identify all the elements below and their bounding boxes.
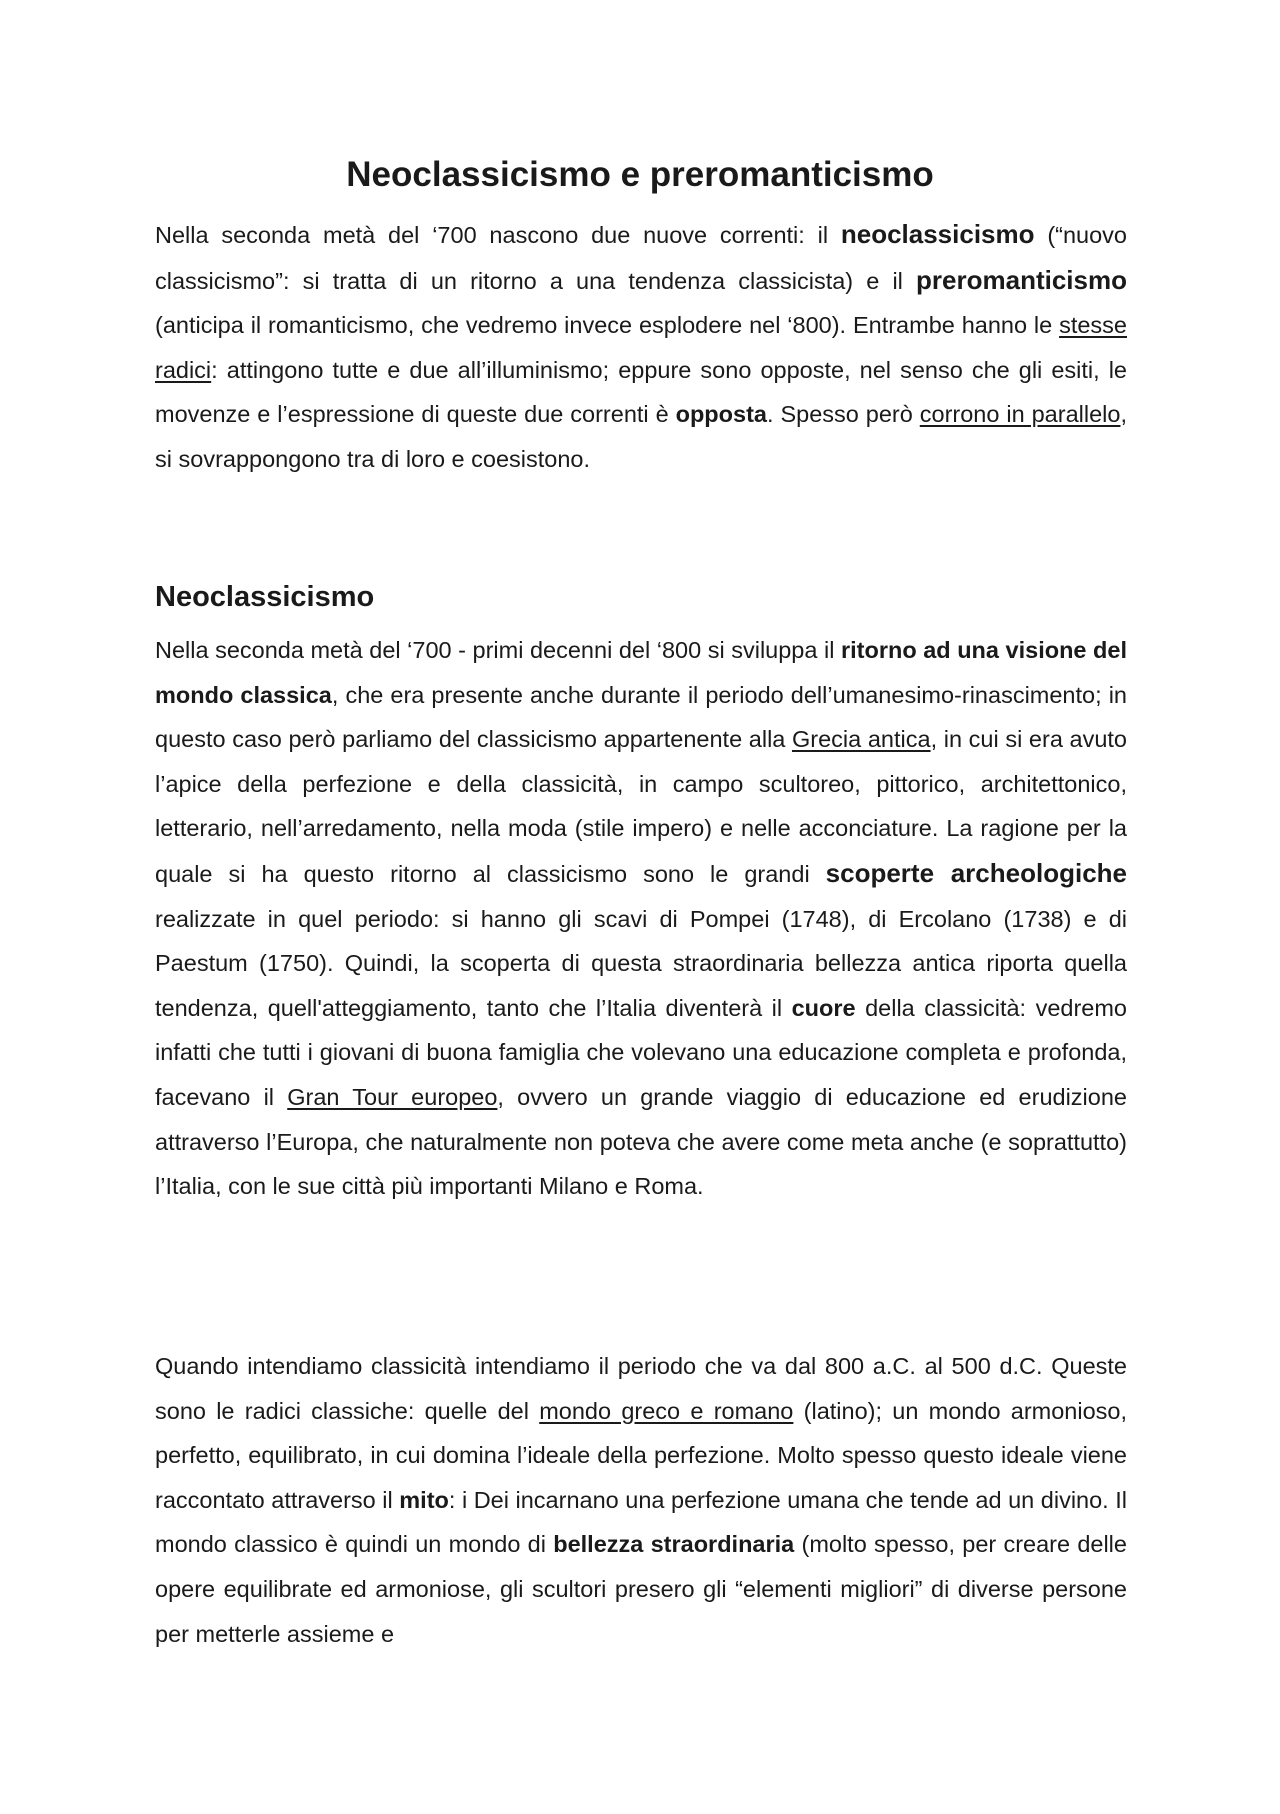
bold-term: scoperte archeologiche bbox=[825, 857, 1127, 888]
text-run: della classicità: vedremo infatti che tutti i giovani di buona famiglia che volevano una educazione completa e profonda, facevano il bbox=[155, 994, 1127, 1110]
underlined-phrase: Gran Tour europeo bbox=[287, 1083, 498, 1110]
underlined-phrase: stesse radici bbox=[155, 312, 1127, 383]
text-run: Nella seconda metà del ‘700 - primi decenni del ‘800 si sviluppa il bbox=[155, 637, 841, 663]
text-run: (anticipa il romanticismo, che vedremo invece esplodere nel ‘800). Entrambe hanno le bbox=[155, 312, 1060, 339]
text-run: (“nuovo classicismo”: si tratta di un ritorno a una tendenza classicista) e il bbox=[155, 222, 1127, 294]
text-run: . Spesso però bbox=[766, 401, 920, 428]
bold-term: ritorno ad una visione del mondo classica bbox=[155, 637, 1127, 708]
text-run: (molto spesso, per creare delle opere equilibrate ed armoniose, gli scultori presero gli “elementi migliori” di diverse persone per metterle assieme e bbox=[155, 1531, 1127, 1647]
bold-term: cuore bbox=[791, 994, 856, 1021]
text-run: , ovvero un grande viaggio di educazione ed erudizione attraverso l’Europa, che naturalmente non poteva che avere come meta anche (e soprattutto) l’Italia, con le sue città più importanti Milano e Roma. bbox=[155, 1083, 1127, 1200]
bold-term: bellezza straordinaria bbox=[553, 1531, 795, 1558]
text-run: realizzate in quel periodo: si hanno gli scavi di Pompei (1748), di Ercolano (1738) e di Paestum (1750). Quindi, la scoperta di questa straordinaria bellezza antica riporta quella tendenza, quell'atteggiamento, tanto che l’Italia diventerà il bbox=[155, 905, 1127, 1021]
bold-term: opposta bbox=[675, 401, 767, 428]
bold-term-neoclassicismo: neoclassicismo bbox=[840, 219, 1035, 249]
underlined-phrase: mondo greco e romano bbox=[539, 1397, 794, 1424]
classicita-paragraph bbox=[155, 1344, 1127, 1656]
text-run: (latino); un mondo armonioso, perfetto, equilibrato, in cui domina l’ideale della perfezione. Molto spesso questo ideale viene raccontato attraverso il bbox=[155, 1397, 1128, 1513]
intro-paragraph bbox=[155, 212, 1127, 482]
page-title: Neoclassicismo e preromanticismo bbox=[346, 155, 934, 194]
text-run: , si sovrappongono tra di loro e coesistono. bbox=[155, 401, 1127, 472]
text-run: : i Dei incarnano una perfezione umana che tende ad un divino. Il mondo classico è quindi un mondo di bbox=[155, 1486, 1128, 1558]
text-run: Quando intendiamo classicità intendiamo il periodo che va dal 800 a.C. al 500 d.C. Queste sono le radici classiche: quelle del bbox=[155, 1353, 1127, 1424]
bold-term: mito bbox=[399, 1486, 449, 1513]
section-heading: Neoclassicismo bbox=[155, 581, 375, 613]
text-run: Nella seconda metà del ‘700 nascono due nuove correnti: il bbox=[155, 222, 841, 248]
text-run: , in cui si era avuto l’apice della perfezione e della classicità, in campo scultoreo, pittorico, architettonico, letterario, nell’arredamento, nella moda (stile impero) e nelle acconciature. La ragione per la quale si ha questo ritorno al classicismo sono le grandi bbox=[155, 726, 1128, 887]
text-run: : attingono tutte e due all’illuminismo; eppure sono opposte, nel senso che gli esiti, le movenze e l’espressione di queste due correnti è bbox=[155, 356, 1127, 428]
neoclassicismo-paragraph bbox=[155, 628, 1127, 1209]
bold-term-preromanticismo: preromanticismo bbox=[916, 264, 1127, 295]
text-run: , che era presente anche durante il periodo dell’umanesimo-rinascimento; in questo caso però parliamo del classicismo appartenente alla bbox=[155, 681, 1127, 753]
underlined-phrase: Grecia antica bbox=[792, 726, 931, 753]
underlined-phrase: corrono in parallelo bbox=[919, 401, 1121, 428]
